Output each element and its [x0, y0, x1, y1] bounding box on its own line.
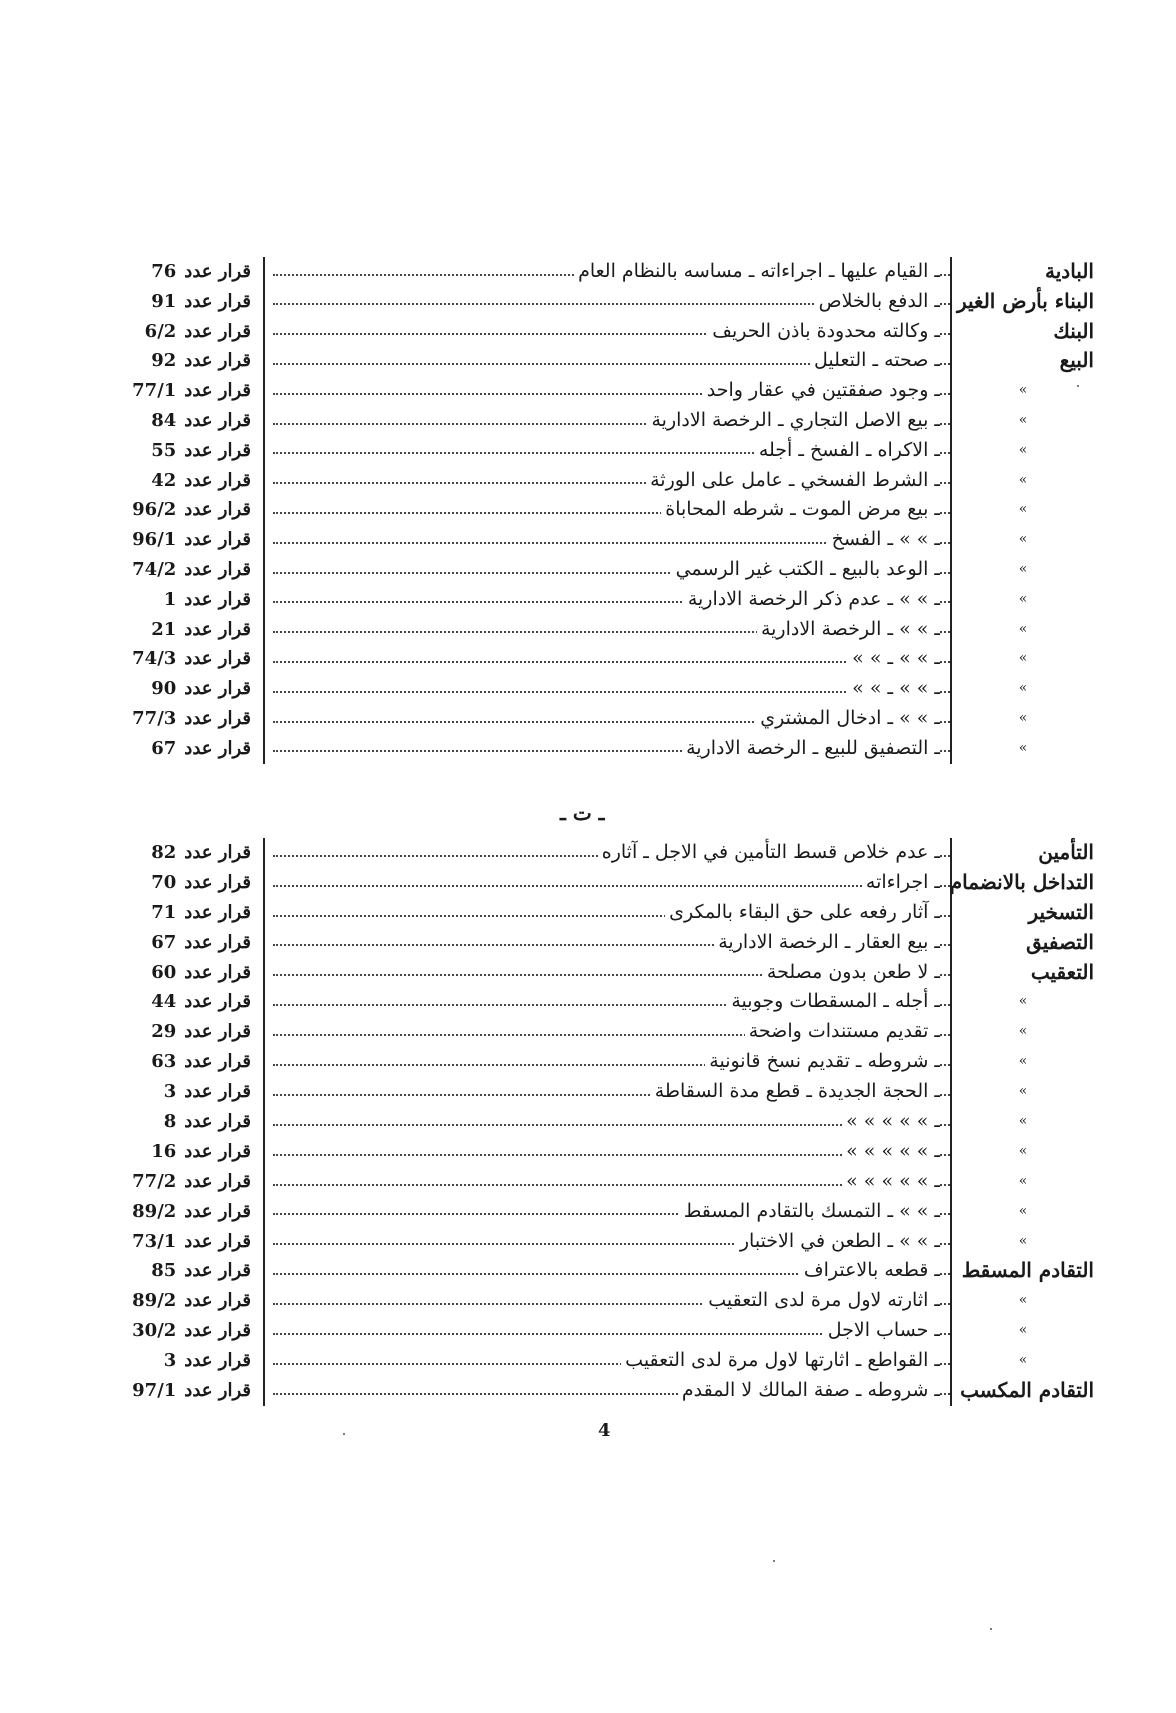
decision-number: 96/2	[132, 499, 177, 521]
index-entry-row	[120, 1077, 1100, 1107]
decision-reference	[120, 525, 265, 555]
index-description	[265, 987, 950, 1017]
index-term: »	[950, 987, 1100, 1017]
decision-label: قرار عدد	[184, 380, 251, 402]
index-description	[265, 1256, 950, 1286]
decision-label: قرار عدد	[184, 529, 251, 551]
index-description	[265, 958, 950, 988]
index-term: »	[950, 466, 1100, 496]
decision-number: 3	[163, 1350, 177, 1372]
index-entry-row	[120, 734, 1100, 764]
index-entry-row	[120, 987, 1100, 1017]
index-description-text: ـ القواطع ـ اثارتها لاول مرة لدى التعقيب	[621, 1349, 940, 1371]
index-entry-row	[120, 406, 1100, 436]
section-letter-heading: ـ ت ـ	[560, 801, 605, 825]
index-entry-row	[120, 928, 1100, 958]
decision-number: 89/2	[132, 1290, 177, 1312]
index-description	[265, 1167, 950, 1197]
decision-number: 85	[151, 1260, 177, 1282]
index-entry-row	[120, 958, 1100, 988]
index-entry-row	[120, 1316, 1100, 1346]
index-description-text: ـ » » ـ التمسك بالتقادم المسقط	[680, 1200, 940, 1222]
decision-number: 55	[151, 439, 177, 461]
decision-number: 60	[151, 961, 177, 983]
index-section-a	[120, 257, 1100, 764]
index-entry-row	[120, 1227, 1100, 1257]
index-term: »	[950, 1047, 1100, 1077]
decision-reference	[120, 1047, 265, 1077]
index-entry-row	[120, 555, 1100, 585]
index-description	[265, 555, 950, 585]
decision-number: 77/2	[132, 1170, 177, 1192]
index-description-text: ـ الدفع بالخلاص	[815, 290, 940, 312]
decision-number: 71	[151, 901, 177, 923]
index-description-text: ـ تقديم مستندات واضحة	[745, 1020, 940, 1042]
decision-label: قرار عدد	[184, 991, 251, 1013]
decision-reference	[120, 704, 265, 734]
index-term: »	[950, 1197, 1100, 1227]
decision-label: قرار عدد	[184, 409, 251, 431]
decision-reference	[120, 1077, 265, 1107]
index-description-text: ـ اجراءاته	[862, 871, 940, 893]
index-description	[265, 1107, 950, 1137]
decision-reference	[120, 317, 265, 347]
decision-reference	[120, 585, 265, 615]
index-description-text: ـ آثار رفعه على حق البقاء بالمكرى	[665, 901, 940, 923]
index-term: التعقيب	[950, 958, 1100, 988]
decision-label: قرار عدد	[184, 678, 251, 700]
index-term: »	[950, 376, 1100, 406]
index-description-text: ـ الشرط الفسخي ـ عامل على الورثة	[646, 469, 940, 491]
index-entry-row	[120, 1107, 1100, 1137]
index-description-text: ـ » » ـ » »	[848, 647, 940, 669]
decision-label: قرار عدد	[184, 320, 251, 342]
decision-label: قرار عدد	[184, 1200, 251, 1222]
decision-label: قرار عدد	[184, 588, 251, 610]
index-entry-row	[120, 1017, 1100, 1047]
index-description-text: ـ لا طعن بدون مصلحة	[763, 961, 940, 983]
decision-label: قرار عدد	[184, 499, 251, 521]
decision-reference	[120, 987, 265, 1017]
decision-reference	[120, 555, 265, 585]
index-entry-row	[120, 525, 1100, 555]
decision-number: 74/2	[132, 558, 177, 580]
decision-number: 6/2	[144, 320, 177, 342]
decision-number: 89/2	[132, 1200, 177, 1222]
index-description	[265, 1346, 950, 1376]
decision-number: 91	[151, 290, 177, 312]
decision-label: قرار عدد	[184, 1051, 251, 1073]
index-term: »	[950, 555, 1100, 585]
index-description-text: ـ » » » » »	[842, 1140, 940, 1162]
index-term: »	[950, 1017, 1100, 1047]
index-description-text: ـ » » ـ » »	[848, 677, 940, 699]
decision-reference	[120, 1017, 265, 1047]
decision-label: قرار عدد	[184, 961, 251, 983]
index-entry-row	[120, 1167, 1100, 1197]
index-description	[265, 346, 950, 376]
decision-number: 90	[151, 678, 177, 700]
index-description	[265, 674, 950, 704]
index-description	[265, 466, 950, 496]
decision-reference	[120, 1167, 265, 1197]
index-description	[265, 1017, 950, 1047]
index-term: »	[950, 1137, 1100, 1167]
decision-label: قرار عدد	[184, 350, 251, 372]
decision-reference	[120, 376, 265, 406]
index-description-text: ـ » » ـ عدم ذكر الرخصة الادارية	[684, 588, 940, 610]
index-term: البناء بأرض الغير	[950, 287, 1100, 317]
index-description-text: ـ أجله ـ المسقطات وجوبية	[727, 990, 940, 1012]
index-description	[265, 1227, 950, 1257]
decision-label: قرار عدد	[184, 1230, 251, 1252]
decision-reference	[120, 1107, 265, 1137]
index-description-text: ـ التصفيق للبيع ـ الرخصة الادارية	[682, 737, 940, 759]
index-term: »	[950, 1227, 1100, 1257]
decision-reference	[120, 495, 265, 525]
decision-reference	[120, 615, 265, 645]
index-term: التداخل بالانضمام	[950, 868, 1100, 898]
index-entry-row	[120, 346, 1100, 376]
decision-reference	[120, 1137, 265, 1167]
index-entry-row	[120, 868, 1100, 898]
decision-label: قرار عدد	[184, 290, 251, 312]
index-description-text: ـ » » ـ الرخصة الادارية	[757, 618, 940, 640]
index-term: »	[950, 1346, 1100, 1376]
decision-number: 70	[151, 871, 177, 893]
index-description	[265, 928, 950, 958]
decision-reference	[120, 1197, 265, 1227]
index-entry-row	[120, 466, 1100, 496]
decision-number: 73/1	[132, 1230, 177, 1252]
decision-reference	[120, 838, 265, 868]
index-entry-row	[120, 644, 1100, 674]
index-description-text: ـ حساب الاجل	[824, 1319, 940, 1341]
index-description-text: ـ بيع الاصل التجاري ـ الرخصة الادارية	[647, 409, 940, 431]
index-entry-row	[120, 704, 1100, 734]
index-term: »	[950, 644, 1100, 674]
decision-label: قرار عدد	[184, 842, 251, 863]
decision-label: قرار عدد	[184, 1140, 251, 1162]
index-entry-row	[120, 585, 1100, 615]
decision-reference	[120, 287, 265, 317]
decision-number: 77/1	[132, 380, 177, 402]
index-entry-row	[120, 1197, 1100, 1227]
index-term: التقادم المسقط	[950, 1256, 1100, 1286]
decision-reference	[120, 1376, 265, 1406]
decision-label: قرار عدد	[184, 1081, 251, 1103]
decision-label: قرار عدد	[184, 901, 251, 923]
decision-number: 84	[151, 409, 177, 431]
decision-reference	[120, 406, 265, 436]
index-description-text: ـ الوعد بالبيع ـ الكتب غير الرسمي	[672, 558, 940, 580]
decision-reference	[120, 1346, 265, 1376]
index-description	[265, 1197, 950, 1227]
index-description	[265, 525, 950, 555]
decision-label: قرار عدد	[184, 1320, 251, 1342]
scan-speck	[773, 1560, 775, 1562]
decision-reference	[120, 1286, 265, 1316]
index-description	[265, 436, 950, 466]
decision-reference	[120, 898, 265, 928]
decision-label: قرار عدد	[184, 1380, 251, 1402]
index-description	[265, 585, 950, 615]
index-term: »	[950, 495, 1100, 525]
decision-reference	[120, 466, 265, 496]
decision-reference	[120, 644, 265, 674]
decision-reference	[120, 958, 265, 988]
index-term: التقادم المكسب	[950, 1376, 1100, 1406]
index-description	[265, 257, 950, 287]
index-entry-row	[120, 257, 1100, 287]
index-description-text: ـ قطعه بالاعتراف	[800, 1259, 940, 1281]
index-term: »	[950, 1077, 1100, 1107]
decision-number: 16	[151, 1140, 177, 1162]
index-term: »	[950, 1107, 1100, 1137]
index-term: »	[950, 1286, 1100, 1316]
index-entry-row	[120, 436, 1100, 466]
index-term: البنك	[950, 317, 1100, 347]
index-entry-row	[120, 1047, 1100, 1077]
index-term: »	[950, 704, 1100, 734]
decision-number: 92	[151, 350, 177, 372]
decision-reference	[120, 928, 265, 958]
decision-number: 76	[151, 261, 177, 282]
decision-label: قرار عدد	[184, 1260, 251, 1282]
decision-label: قرار عدد	[184, 1170, 251, 1192]
decision-number: 77/3	[132, 707, 177, 729]
index-description	[265, 838, 950, 868]
scan-speck	[343, 1433, 345, 1435]
index-term: التصفيق	[950, 928, 1100, 958]
decision-reference	[120, 1227, 265, 1257]
index-entry-row	[120, 317, 1100, 347]
index-description-text: ـ » » ـ الطعن في الاختبار	[736, 1230, 940, 1252]
index-description	[265, 1376, 950, 1406]
index-term: البيع	[950, 346, 1100, 376]
decision-reference	[120, 436, 265, 466]
decision-number: 29	[151, 1021, 177, 1043]
decision-number: 44	[151, 991, 177, 1013]
index-entry-row	[120, 1256, 1100, 1286]
index-description-text: ـ الاكراه ـ الفسخ ـ أجله	[755, 439, 940, 461]
index-description-text: ـ الحجة الجديدة ـ قطع مدة السقاطة	[651, 1080, 940, 1102]
index-term: »	[950, 734, 1100, 764]
index-description	[265, 1137, 950, 1167]
index-term: »	[950, 674, 1100, 704]
decision-reference	[120, 734, 265, 764]
decision-number: 63	[151, 1051, 177, 1073]
index-description	[265, 317, 950, 347]
index-term: »	[950, 525, 1100, 555]
index-description-text: ـ وكالته محدودة باذن الحريف	[708, 320, 940, 342]
decision-reference	[120, 1316, 265, 1346]
index-description	[265, 1047, 950, 1077]
decision-number: 82	[151, 842, 177, 863]
index-term: البادية	[950, 257, 1100, 287]
decision-label: قرار عدد	[184, 261, 251, 282]
index-description	[265, 1077, 950, 1107]
index-entry-row	[120, 287, 1100, 317]
decision-number: 21	[151, 618, 177, 640]
decision-label: قرار عدد	[184, 618, 251, 640]
index-term: التسخير	[950, 898, 1100, 928]
decision-label: قرار عدد	[184, 1021, 251, 1043]
index-description	[265, 495, 950, 525]
index-description-text: ـ صحته ـ التعليل	[810, 349, 940, 371]
index-entry-row	[120, 1346, 1100, 1376]
decision-number: 74/3	[132, 648, 177, 670]
index-entry-row	[120, 1137, 1100, 1167]
decision-number: 42	[151, 469, 177, 491]
decision-reference	[120, 868, 265, 898]
index-entry-row	[120, 898, 1100, 928]
page-number: 4	[598, 1420, 611, 1441]
index-description-text: ـ اثارته لاول مرة لدى التعقيب	[704, 1289, 940, 1311]
index-description	[265, 406, 950, 436]
decision-reference	[120, 1256, 265, 1286]
decision-label: قرار عدد	[184, 439, 251, 461]
decision-label: قرار عدد	[184, 707, 251, 729]
decision-label: قرار عدد	[184, 1350, 251, 1372]
index-description-text: ـ » » » » »	[842, 1110, 940, 1132]
index-section-b	[120, 838, 1100, 1406]
decision-number: 30/2	[132, 1320, 177, 1342]
index-description	[265, 898, 950, 928]
decision-number: 1	[163, 588, 177, 610]
decision-number: 3	[163, 1081, 177, 1103]
index-description-text: ـ » » ـ الفسخ	[828, 528, 940, 550]
decision-label: قرار عدد	[184, 737, 251, 759]
scan-speck	[1077, 385, 1079, 387]
index-entry-row	[120, 495, 1100, 525]
decision-label: قرار عدد	[184, 648, 251, 670]
index-description	[265, 644, 950, 674]
index-entry-row	[120, 838, 1100, 868]
index-entry-row	[120, 615, 1100, 645]
index-description	[265, 704, 950, 734]
index-description-text: ـ القيام عليها ـ اجراءاته ـ مساسه بالنظام العام	[574, 260, 940, 282]
index-term: »	[950, 585, 1100, 615]
decision-number: 67	[151, 737, 177, 759]
index-description-text: ـ شروطه ـ تقديم نسخ قانونية	[705, 1050, 940, 1072]
index-description	[265, 615, 950, 645]
index-entry-row	[120, 1376, 1100, 1406]
decision-label: قرار عدد	[184, 469, 251, 491]
decision-label: قرار عدد	[184, 558, 251, 580]
index-term: »	[950, 1316, 1100, 1346]
decision-label: قرار عدد	[184, 1111, 251, 1133]
index-description-text: ـ شروطه ـ صفة المالك لا المقدم	[678, 1379, 940, 1401]
index-term: التأمين	[950, 838, 1100, 868]
index-description	[265, 1316, 950, 1346]
index-description-text: ـ » » » » »	[842, 1170, 940, 1192]
index-term: »	[950, 1167, 1100, 1197]
index-term: »	[950, 615, 1100, 645]
index-entry-row	[120, 674, 1100, 704]
decision-number: 8	[163, 1111, 177, 1133]
decision-reference	[120, 674, 265, 704]
decision-number: 97/1	[132, 1380, 177, 1402]
index-description	[265, 287, 950, 317]
decision-label: قرار عدد	[184, 1290, 251, 1312]
index-description	[265, 376, 950, 406]
index-entry-row	[120, 1286, 1100, 1316]
index-description-text: ـ بيع مرض الموت ـ شرطه المحاباة	[661, 498, 940, 520]
index-term: »	[950, 406, 1100, 436]
index-description	[265, 734, 950, 764]
decision-reference	[120, 346, 265, 376]
scan-speck	[990, 1628, 992, 1630]
decision-reference	[120, 257, 265, 287]
index-description-text: ـ عدم خلاص قسط التأمين في الاجل ـ آثاره	[598, 841, 940, 863]
index-term: »	[950, 436, 1100, 466]
index-entry-row	[120, 376, 1100, 406]
index-description-text: ـ بيع العقار ـ الرخصة الادارية	[714, 931, 940, 953]
index-description	[265, 868, 950, 898]
decision-number: 67	[151, 931, 177, 953]
decision-label: قرار عدد	[184, 871, 251, 893]
decision-label: قرار عدد	[184, 931, 251, 953]
index-description-text: ـ وجود صفقتين في عقار واحد	[703, 379, 940, 401]
index-description-text: ـ » » ـ ادخال المشتري	[756, 707, 940, 729]
decision-number: 96/1	[132, 529, 177, 551]
index-description	[265, 1286, 950, 1316]
